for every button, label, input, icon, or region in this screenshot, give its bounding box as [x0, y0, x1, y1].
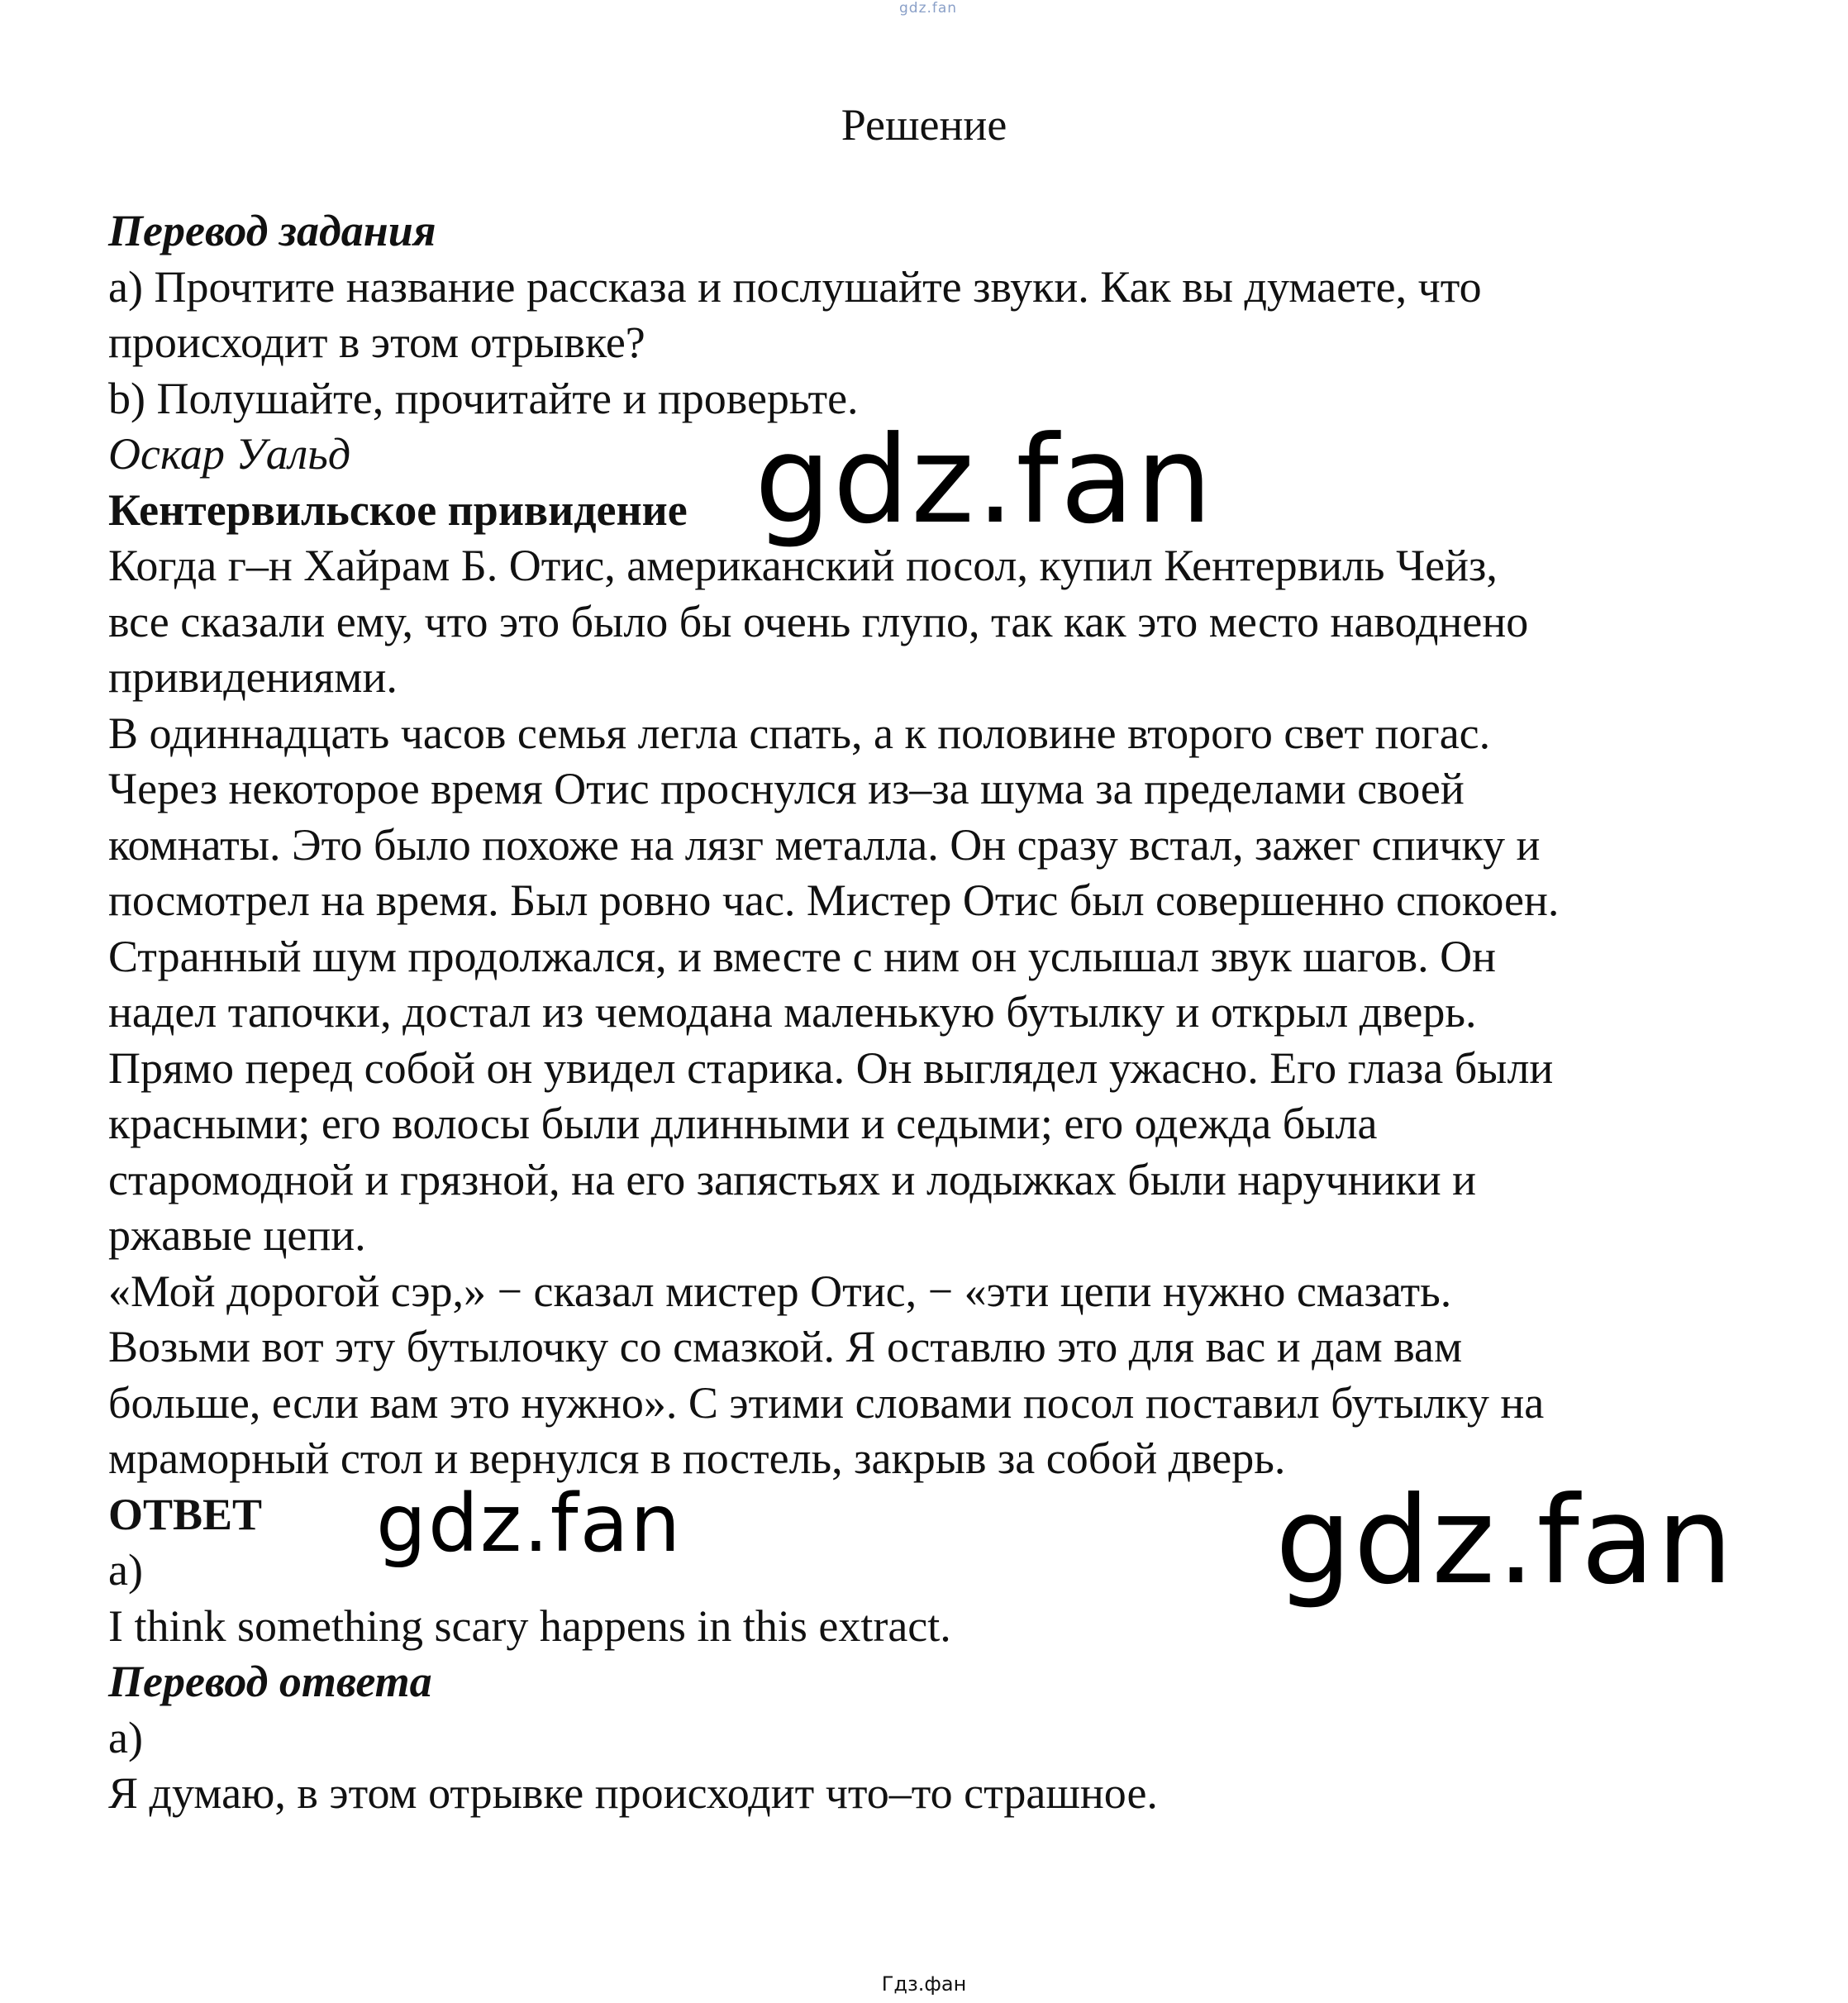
- watermark-logo: gdz.fan: [376, 1477, 683, 1570]
- story-line: привидениями.: [108, 652, 398, 702]
- watermark-logo: gdz.fan: [755, 410, 1214, 551]
- story-line: все сказали ему, что это было бы очень глупо, так как это место наводнено: [108, 596, 1529, 646]
- story-line: посмотрел на время. Был ровно час. Мистер Отис был совершенно спокоен.: [108, 875, 1560, 925]
- story-line: комнаты. Это было похоже на лязг металла. Он сразу встал, зажег спичку и: [108, 819, 1541, 870]
- page-title: Решение: [841, 100, 1007, 150]
- task-line: происходит в этом отрывке?: [108, 317, 645, 367]
- task-line: b) Полушайте, прочитайте и проверьте.: [108, 373, 859, 423]
- story-title: Кентервильское привидение: [108, 484, 688, 535]
- story-line: «Мой дорогой сэр,» − сказал мистер Отис, − «эти цепи нужно смазать.: [108, 1266, 1452, 1316]
- task-line: a) Прочтите название рассказа и послушайте звуки. Как вы думаете, что: [108, 261, 1482, 312]
- story-line: мраморный стол и вернулся в постель, закрыв за собой дверь.: [108, 1433, 1286, 1483]
- story-line: Прямо перед собой он увидел старика. Он выглядел ужасно. Его глаза были: [108, 1042, 1554, 1093]
- translation-text: Я думаю, в этом отрывке происходит что–то страшное.: [108, 1768, 1158, 1818]
- story-line: красными; его волосы были длинными и седыми; его одежда была: [108, 1099, 1378, 1148]
- answer-text: I think something scary happens in this extract.: [108, 1600, 951, 1651]
- story-line: старомодной и грязной, на его запястьях и лодыжках были наручники и: [108, 1154, 1477, 1204]
- story-line: Когда г–н Хайрам Б. Отис, американский посол, купил Кентервиль Чейз,: [108, 541, 1498, 590]
- top-watermark: gdz.fan: [899, 0, 958, 17]
- translation-label: a): [108, 1712, 143, 1762]
- answer-heading: ОТВЕТ: [108, 1489, 263, 1539]
- watermark-logo: gdz.fan: [1275, 1471, 1735, 1611]
- story-line: Через некоторое время Отис проснулся из–за шума за пределами своей: [108, 764, 1465, 813]
- answer-label: a): [108, 1545, 143, 1595]
- author-name: Оскар Уальд: [108, 429, 351, 479]
- task-translation-heading: Перевод задания: [108, 206, 436, 255]
- story-line: надел тапочки, достал из чемодана маленькую бутылку и открыл дверь.: [108, 987, 1477, 1037]
- story-line: Возьми вот эту бутылочку со смазкой. Я оставлю это для вас и дам вам: [108, 1322, 1463, 1371]
- story-line: В одиннадцать часов семья легла спать, а к половине второго свет погас.: [108, 708, 1491, 758]
- story-line: Странный шум продолжался, и вместе с ним он услышал звук шагов. Он: [108, 931, 1497, 981]
- story-line: ржавые цепи.: [108, 1210, 366, 1260]
- story-line: больше, если вам это нужно». С этими словами посол поставил бутылку на: [108, 1377, 1545, 1428]
- answer-translation-heading: Перевод ответа: [108, 1657, 432, 1706]
- footer-mark: Гдз.фан: [881, 1972, 967, 1996]
